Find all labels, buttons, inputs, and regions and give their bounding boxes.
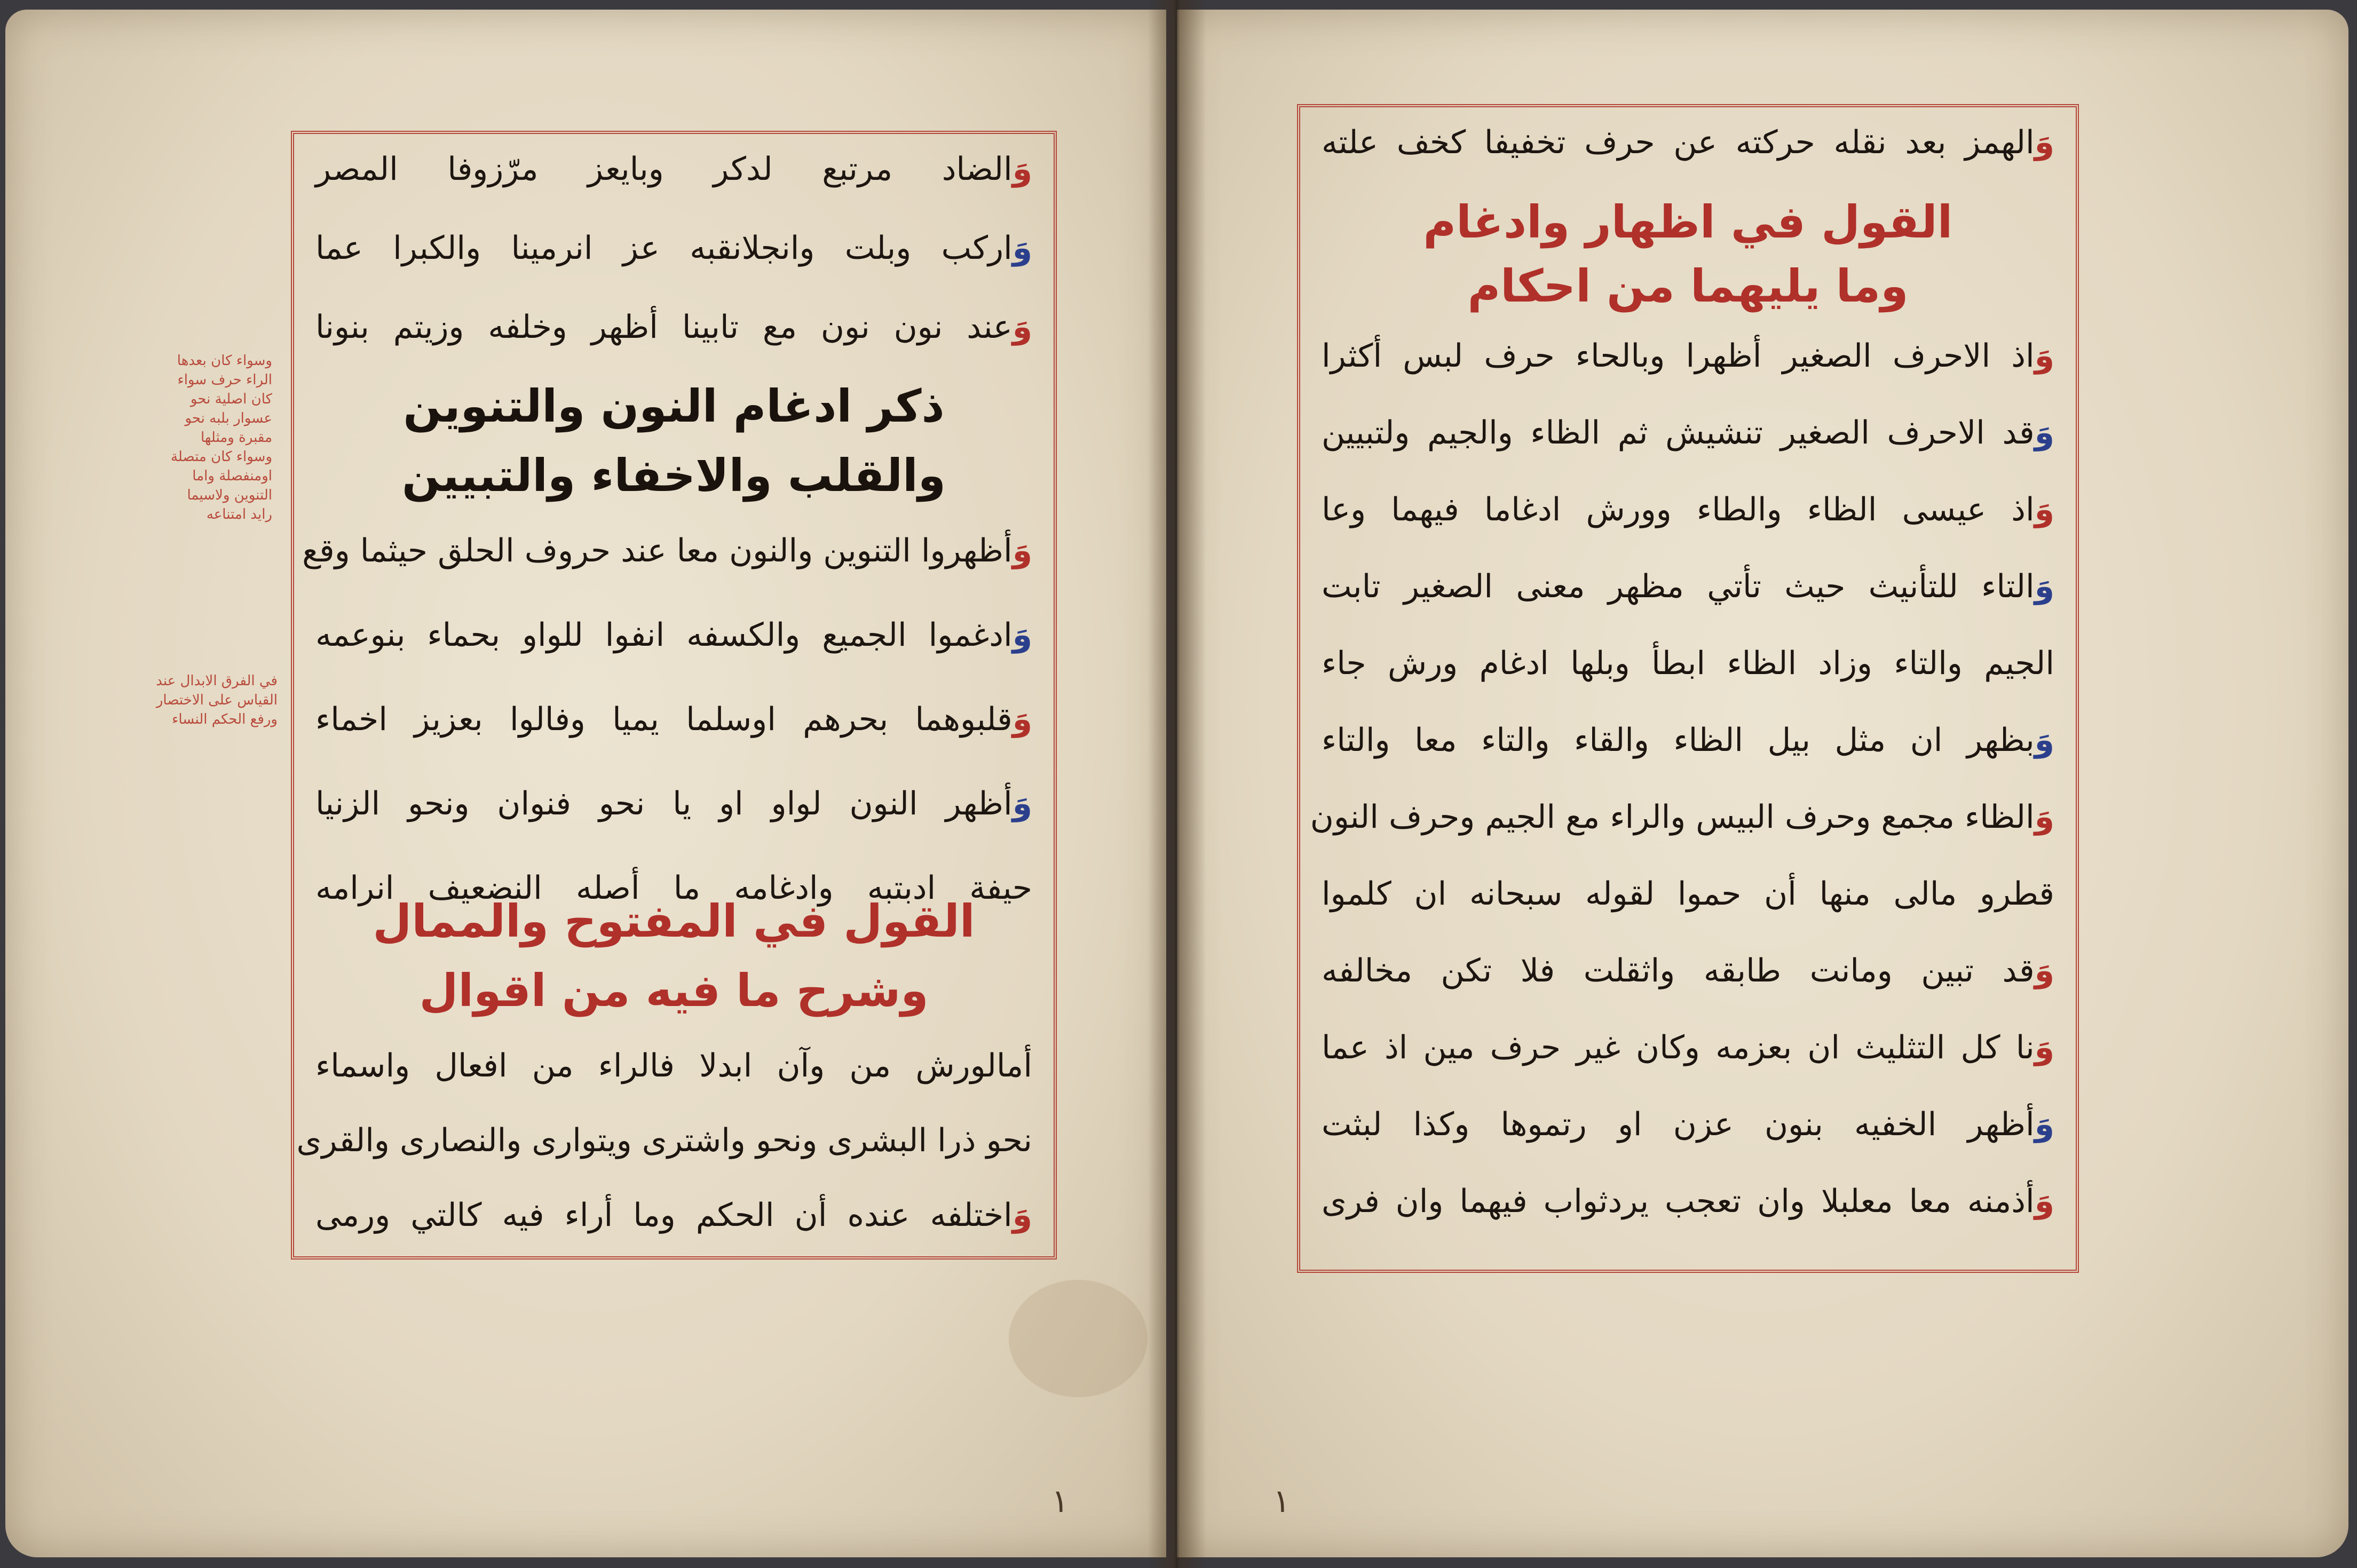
- verse-text: بظهر ان مثل بيل الظاء والقاء والتاء معا والتاء: [1322, 722, 2035, 759]
- verse-text: ال‍ضاد مرتبع لدكر وبايعز مرّزوفا المصر: [315, 151, 1013, 188]
- verse-marker: وَ: [2034, 414, 2054, 452]
- section-heading: القول في المفتوح والممال: [373, 895, 975, 947]
- verse-line: [294, 303, 1054, 352]
- verse-line: [1300, 946, 2076, 995]
- verse-marker: وَ: [2034, 337, 2054, 375]
- verse-line: [294, 224, 1054, 273]
- verse-line: [1300, 869, 2076, 918]
- verse-marker: وَ: [1012, 1197, 1032, 1234]
- verse-line: [294, 526, 1054, 575]
- verse-text: ارك‍ب وبلت وانجلانقبه عز انرمينا والكبرا عما: [315, 229, 1013, 267]
- verse-line: [294, 779, 1054, 828]
- verse-line: [294, 695, 1054, 744]
- verse-text: عند نون نون مع تابينا أظهر وخلفه وزيتم بنونا: [315, 308, 1013, 346]
- verse-text: أمالورش من وآن ابدلا فالراء من افعال واسماء: [315, 1047, 1032, 1084]
- section-heading: ذكر ادغام النون والتنوين: [403, 380, 945, 432]
- verse-marker: وَ: [1012, 616, 1032, 654]
- verse-line: [1300, 485, 2076, 534]
- verse-marker: وَ: [2034, 722, 2054, 759]
- verse-text: قلبوهما بحرهم اوسلما يميا وفالوا بعزيز اخماء: [315, 701, 1013, 738]
- verse-text: الهمز بعد نقله حركته عن حرف تخفيفا كخف علته: [1322, 124, 2035, 161]
- verse-line: [294, 611, 1054, 660]
- section-heading: وشرح ما فيه من اقوال: [419, 964, 929, 1017]
- verse-marker: وَ: [1012, 532, 1032, 569]
- right-text-block: [1297, 104, 2079, 1273]
- folio-number: ١: [1273, 1483, 1291, 1520]
- verse-line: [294, 1191, 1054, 1240]
- verse-text: اختلفه عنده أن الحكم وما أراء فيه كالتي ورمى: [315, 1197, 1013, 1234]
- verse-line: [294, 1041, 1054, 1090]
- margin-note-2: في الفرق الابدال عند القياس على الاختصار ورفع الحكم النساء: [156, 673, 278, 727]
- verse-text: اذ عيسى الظاء والطاء وورش ادغاما فيهما وعا: [1322, 491, 2035, 528]
- verse-text: أظهر النون لواو او يا نحو فنوان ونحو الزنيا: [315, 785, 1013, 822]
- book-gutter: [1148, 0, 1206, 1568]
- verse-text: التاء للتأنيث حيث تأتي مظهر معنى الصغير تابت: [1322, 568, 2035, 605]
- margin-note-1: وسواء كان بعدها الراء حرف سواء كان اصلية نحو عسوار بلبه نحو مقبرة ومثلها وسواء كان متصلة اومنفصلة واما التنوين ولاسيما رايد امتناعه: [170, 353, 272, 522]
- verse-text: قطرو مالى منها أن حموا لقوله سبحانه ان كلموا: [1322, 875, 2054, 913]
- verse-line: [1300, 408, 2076, 457]
- section-heading: وما يليهما من احكام: [1467, 260, 1909, 312]
- verse-marker: وَ: [2034, 1029, 2054, 1066]
- verse-line: [294, 145, 1054, 194]
- verse-marker: وَ: [1012, 151, 1032, 188]
- verse-marker: وَ: [1012, 785, 1032, 822]
- verse-line: [1300, 562, 2076, 611]
- verse-text: ادغموا الجميع والكسفه انفوا للواو بحماء بنوعمه: [315, 616, 1013, 654]
- verse-marker: وَ: [2034, 1183, 2054, 1220]
- verse-text: نا كل التثليث ان بعزمه وكان غير حرف مين اذ عما: [1322, 1029, 2035, 1066]
- verse-line: [294, 1116, 1054, 1165]
- verse-text: حيفة ادبتبه وادغامه ما أصله النضعيف انرامه: [315, 869, 1032, 907]
- verse-line: [1300, 1023, 2076, 1072]
- verse-line: [1300, 331, 2076, 381]
- verse-text: أذمنه معا معلبلا وان تعجب يردثواب فيهما وان فرى: [1322, 1183, 2035, 1220]
- verse-line: [1300, 716, 2076, 765]
- verse-marker: وَ: [2034, 124, 2054, 161]
- verse-line: [1300, 1177, 2076, 1226]
- paper-stain: [1009, 1280, 1148, 1397]
- verse-text: أظهر الخفيه بنون عزن او رتموها وكذا لبثت: [1322, 1106, 2035, 1143]
- verse-text: نحو ذرا البشرى ونحو واشترى ويتوارى والنصارى والقرى: [296, 1122, 1032, 1159]
- verse-line: [1300, 118, 2076, 167]
- verse-marker: وَ: [2034, 491, 2054, 528]
- verse-marker: وَ: [2034, 952, 2054, 989]
- verse-line: [1300, 793, 2076, 842]
- verse-marker: وَ: [2034, 1106, 2054, 1143]
- verse-text: الظاء مجمع وحرف البيس والراء مع الجيم وحرف النون: [1310, 798, 2035, 836]
- verse-marker: وَ: [2034, 568, 2054, 605]
- verse-line: [1300, 1100, 2076, 1149]
- verse-text: قد الاحرف الصغير تنشيش ثم الظاء والجيم ولتبيين: [1322, 414, 2035, 452]
- verse-marker: وَ: [2034, 798, 2054, 836]
- verse-line: [1300, 639, 2076, 688]
- verse-marker: وَ: [1012, 701, 1032, 738]
- left-text-block: [291, 131, 1057, 1260]
- section-heading: والقلب والاخفاء والتبيين: [401, 449, 946, 502]
- verse-text: الجيم والتاء وزاد الظاء ابطأ وبلها ادغام ورش جاء: [1322, 645, 2054, 682]
- verse-text: اذ الاحرف الصغير أظهرا وبالحاء حرف لبس أكثرا: [1322, 337, 2035, 375]
- verse-text: قد تبين ومانت طابقه واثقلت فلا تكن مخالفه: [1322, 952, 2035, 989]
- verse-text: أظهروا التنوين والنون معا عند حروف الحلق حيثما وقع: [302, 532, 1013, 569]
- verse-marker: وَ: [1012, 308, 1032, 346]
- section-heading: القول في اظهار وادغام: [1423, 196, 1953, 248]
- folio-number: ١: [1051, 1483, 1069, 1520]
- verse-marker: وَ: [1012, 229, 1032, 267]
